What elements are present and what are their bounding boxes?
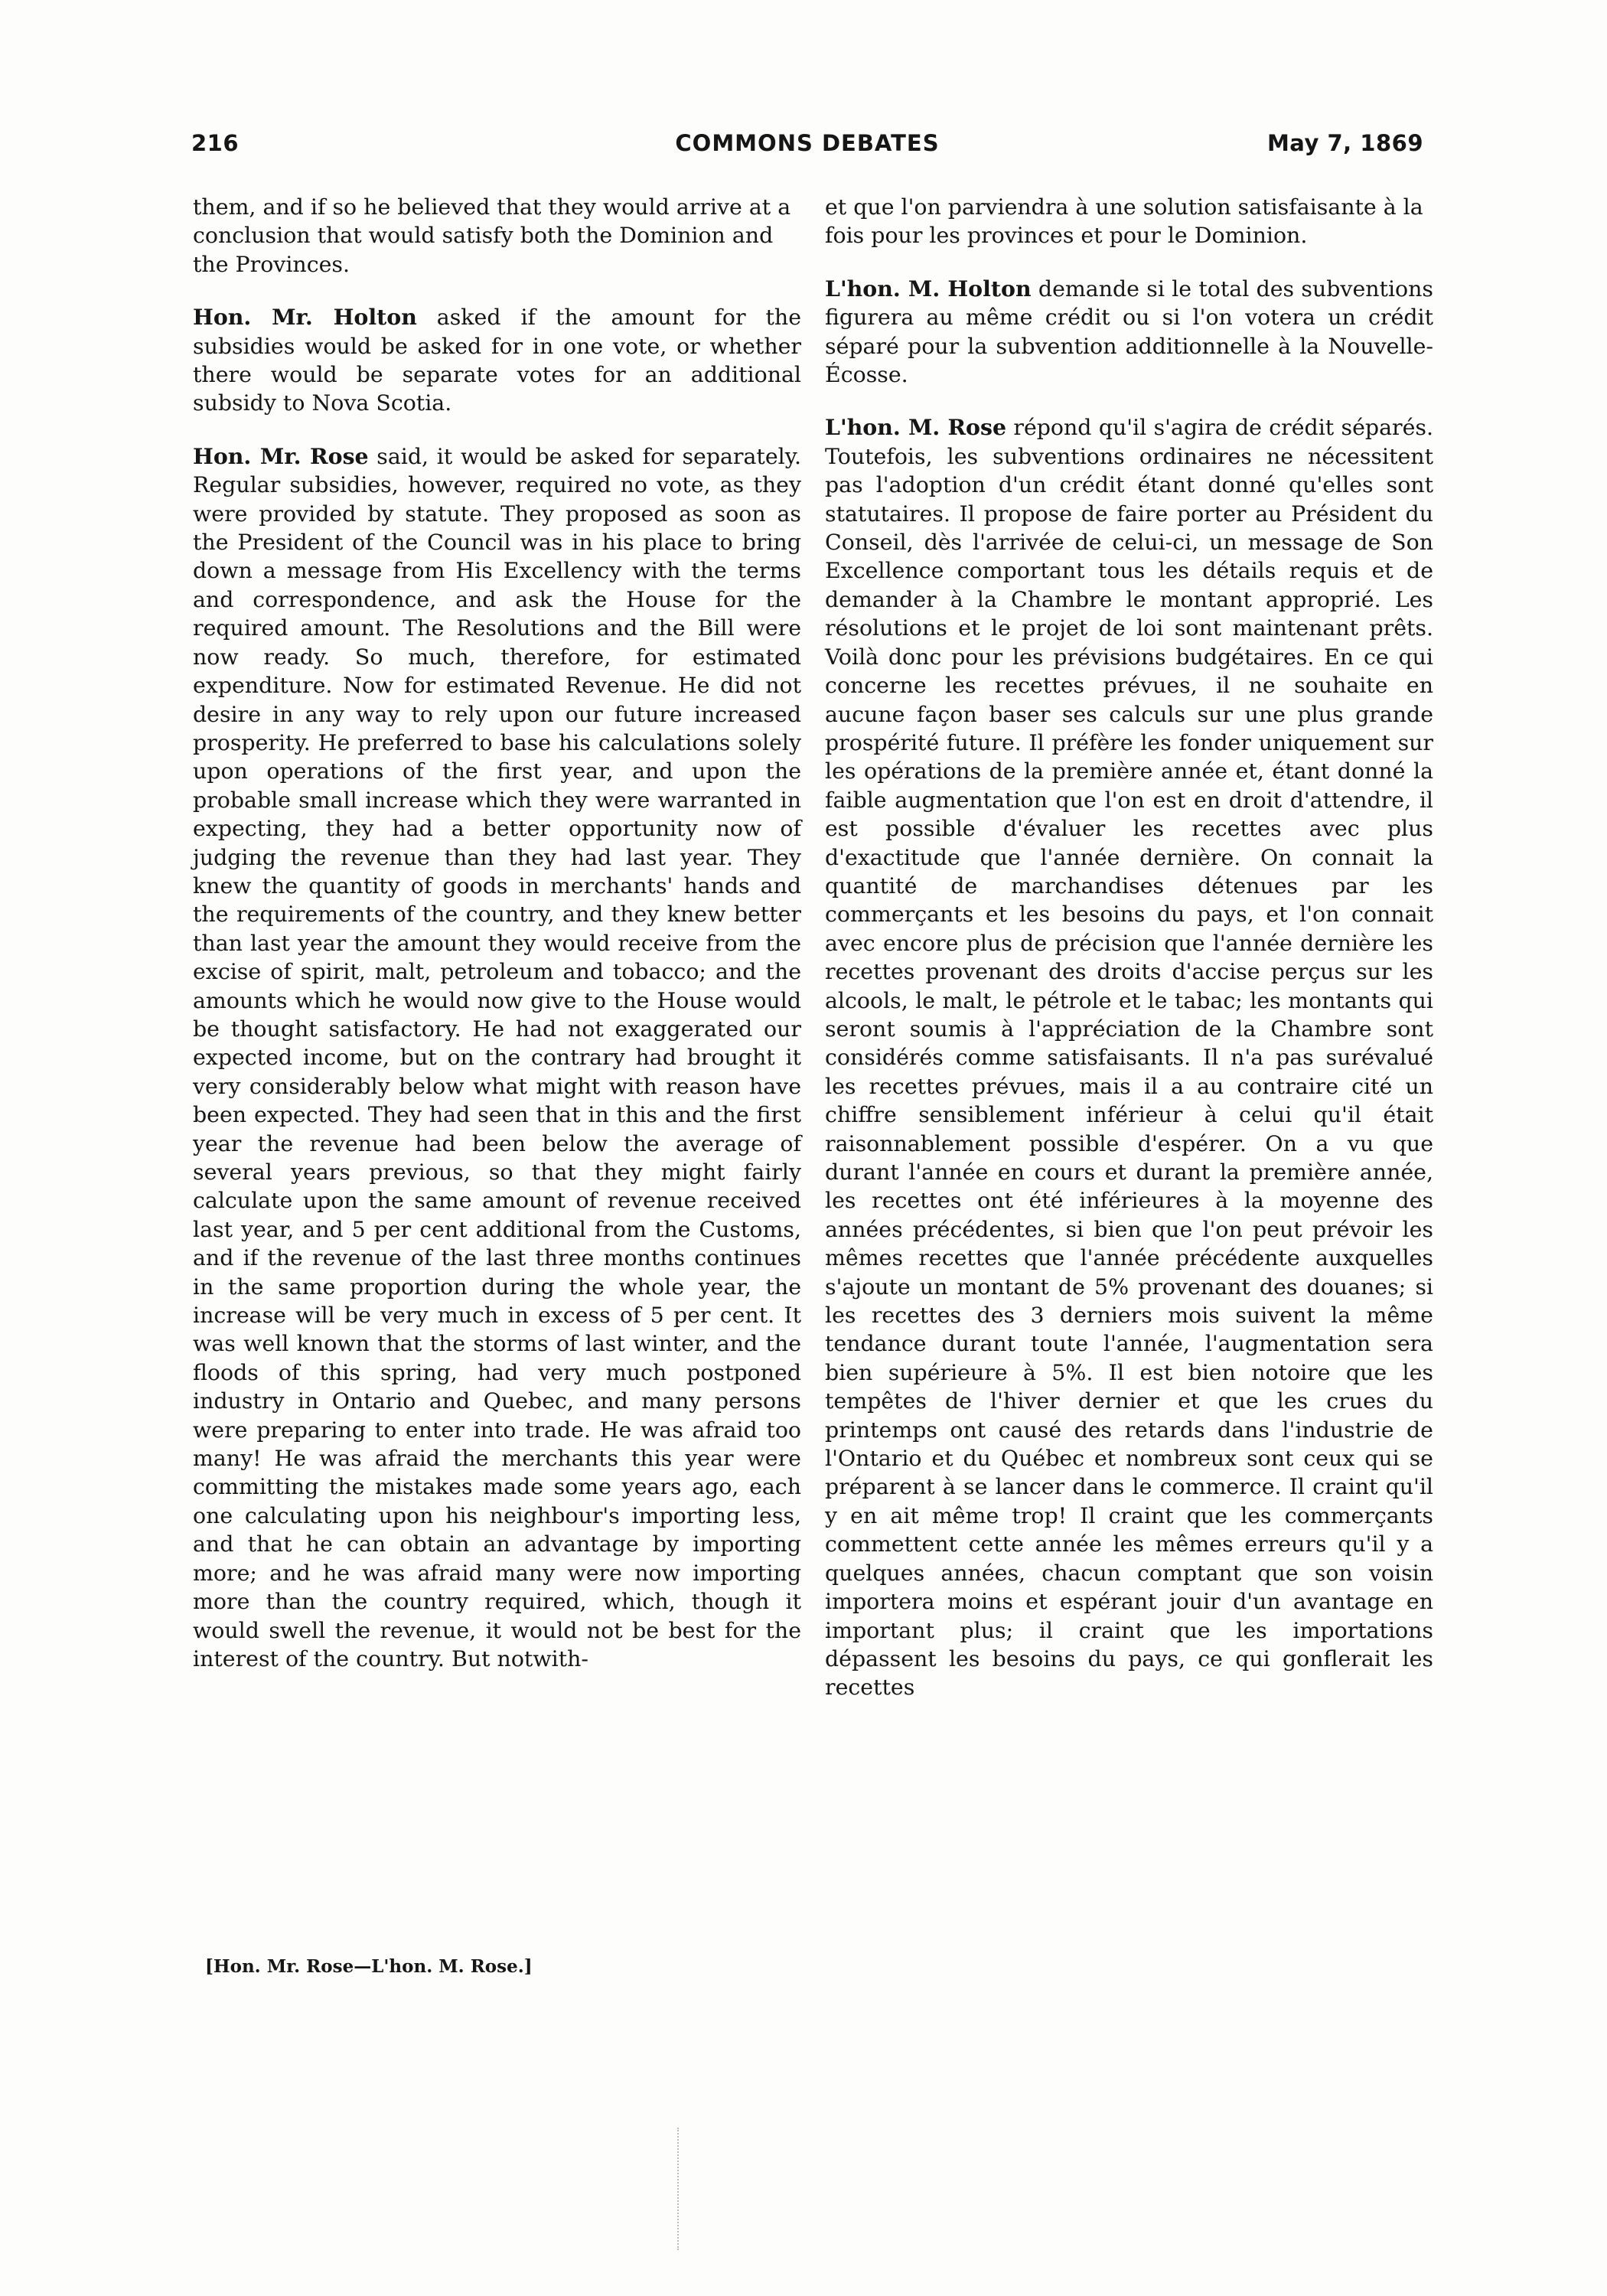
paragraph-continuation: them, and if so he believed that they would arrive at a conclusion that would satisfy both the Dominion and the Provinces. [193, 194, 791, 277]
gutter-dotted-line [677, 2128, 679, 2250]
publication-title: COMMONS DEBATES [675, 130, 940, 156]
speaker-name: L'hon. M. Rose [825, 414, 1007, 441]
paragraph-rose [825, 413, 1433, 1701]
paragraph-text: asked if the amount for the subsidies would be asked for in one vote, or whether there would be separate votes for an additional subsidy to Nova Scotia. [193, 305, 801, 416]
french-column [825, 193, 1433, 1727]
paragraph-text: said, it would be asked for separately. Regular subsidies, however, required no vote, as they were provided by statute. They proposed as soon as the President of the Council was in his place to bring down a message from His Excellency with the terms and correspondence, and ask the House for the required amount. The Resolutions and the Bill were now ready. So much, therefore, for estimated expenditure. Now for estimated Revenue. He did not desire in any way to rely upon our future increased prosperity. He preferred to base his calculations solely upon operations of the first year, and upon the probable small increase which they were warranted in expecting, they had a better opportunity now of judging the revenue than they had last year. They knew the quantity of goods in merchants' hands and the requirements of the country, and they knew better than last year the amount they would receive from the excise of spirit, malt, petroleum and tobacco; and the amounts which he would now give to the House would be thought satisfactory. He had not exaggerated our expected income, but on the contrary had brought it very considerably below what might with reason have been expected. They had seen that in this and the first year the revenue had been below the average of several years previous, so that they might fairly calculate upon the same amount of revenue received last year, and 5 per cent additional from the Customs, and if the revenue of the last three months continues in the same proportion during the whole year, the increase will be very much in excess of 5 per cent. It was well known that the storms of last winter, and the floods of this spring, had very much postponed industry in Ontario and Quebec, and many persons were preparing to enter into trade. He was afraid too many! He was afraid the merchants this year were committing the mistakes made some years ago, each one calculating upon his neighbour's importing less, and that he can obtain an advantage by importing more; and he was afraid many were now importing more than the country required, which, though it would swell the revenue, it would not be best for the interest of the country. But notwith- [193, 443, 801, 1671]
paragraph-text: demande si le total des subventions figurera au même crédit ou si l'on votera un crédit séparé pour la subvention additionnelle à la Nouvelle-Écosse. [825, 276, 1433, 388]
page-date: May 7, 1869 [1266, 130, 1423, 156]
speaker-footer: [Hon. Mr. Rose—L'hon. M. Rose.] [205, 1956, 533, 1977]
paragraph-continuation: et que l'on parviendra à une solution satisfaisante à la fois pour les provinces et pour le Dominion. [825, 194, 1423, 249]
speaker-name: L'hon. M. Holton [825, 275, 1032, 302]
paragraph-holton [825, 275, 1433, 390]
speaker-name: Hon. Mr. Holton [193, 304, 417, 331]
page-number: 216 [191, 130, 240, 156]
speaker-name: Hon. Mr. Rose [193, 442, 369, 469]
english-column [193, 193, 801, 1698]
paragraph-text: répond qu'il s'agira de crédit séparés. Toutefois, les subventions ordinaires ne nécessitent pas l'adoption d'un crédit étant donné qu'elles sont statutaires. Il propose de faire porter au Président du Conseil, dès l'arrivée de celui-ci, un message de Son Excellence comportant tous les détails requis et de demander à la Chambre le montant approprié. Les résolutions et le projet de loi sont maintenant prêts. Voilà donc pour les prévisions budgétaires. En ce qui concerne les recettes prévues, il ne souhaite en aucune façon baser ses calculs sur une plus grande prospérité future. Il préfère les fonder uniquement sur les opérations de la première année et, étant donné la faible augmentation que l'on est en droit d'attendre, il est possible d'évaluer les recettes avec plus d'exactitude que l'année dernière. On connait la quantité de marchandises détenues par les commerçants et les besoins du pays, et l'on connait avec encore plus de précision que l'année dernière les recettes provenant des droits d'accise perçus sur les alcools, le malt, le pétrole et le tabac; les montants qui seront soumis à l'appréciation de la Chambre sont considérés comme satisfaisants. Il n'a pas surévalué les recettes prévues, mais il a au contraire cité un chiffre sensiblement inférieur à celui qu'il était raisonnablement possible d'espérer. On a vu que durant l'année en cours et durant la première année, les recettes ont été inférieures à la moyenne des années précédentes, si bien que l'on peut prévoir les mêmes recettes que l'année précédente auxquelles s'ajoute un montant de 5% provenant des douanes; si les recettes des 3 derniers mois suivent la même tendance durant toute l'année, l'augmentation sera bien supérieure à 5%. Il est bien notoire que les tempêtes de l'hiver dernier et que les crues du printemps ont causé des retards dans l'industrie de l'Ontario et du Québec et nombreux sont ceux qui se préparent à se lancer dans le commerce. Il craint qu'il y en ait même trop! Il craint que les commerçants commettent cette année les mêmes erreurs qu'il y a quelques années, chacun comptant que son voisin importera moins et espérant jouir d'un avantage en important plus; il craint que les importations dépassent les besoins du pays, ce qui gonflerait les recettes [825, 415, 1433, 1701]
paragraph-rose [193, 442, 801, 1673]
paragraph-holton [193, 303, 801, 418]
page-header [191, 130, 1423, 168]
